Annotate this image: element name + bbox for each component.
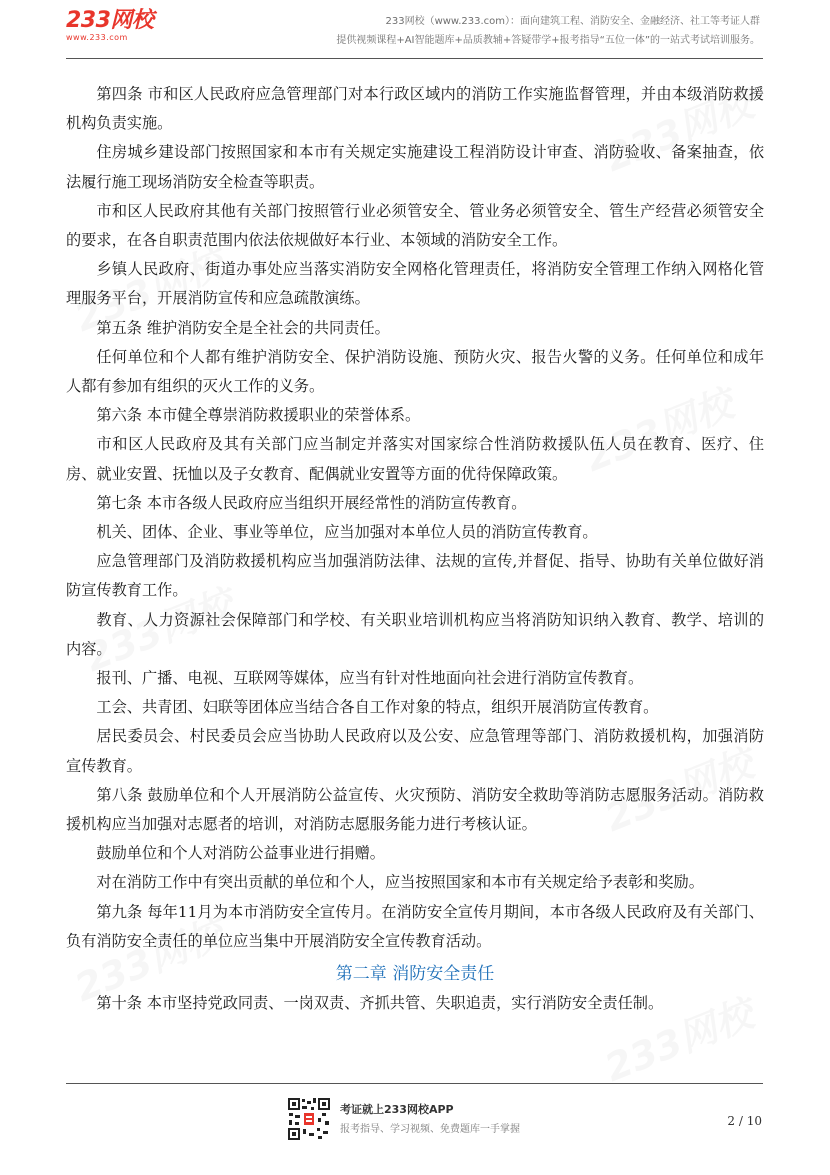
site-logo [66, 10, 153, 42]
paragraph: 鼓励单位和个人对消防公益事业进行捐赠。 [96, 844, 385, 863]
paragraph: 住房城乡建设部门按照国家和本市有关规定实施建设工程消防设计审查、消防验收、备案抽查，依法履行施工现场消防安全检查等职责。 [66, 143, 764, 191]
paragraph: 居民委员会、村民委员会应当协助人民政府以及公安、应急管理等部门、消防救援机构，加强消防宣传教育。 [66, 727, 764, 775]
paragraph: 第八条 鼓励单位和个人开展消防公益宣传、火灾预防、消防安全救助等消防志愿服务活动。消防救援机构应当加强对志愿者的培训，对消防志愿服务能力进行考核认证。 [66, 785, 764, 834]
qr-code-icon [287, 1097, 331, 1141]
document-body [66, 80, 764, 1018]
paragraph: 任何单位和个人都有维护消防安全、保护消防设施、预防火灾、报告火警的义务。任何单位和成年人都有参加有组织的灭火工作的义务。 [66, 347, 764, 396]
paragraph: 第九条 每年11月为本市消防安全宣传月。在消防安全宣传月期间，本市各级人民政府及有关部门、负有消防安全责任的单位应当集中开展消防安全宣传教育活动。 [66, 902, 764, 950]
paragraph: 第六条 本市健全尊崇消防救援职业的荣誉体系。 [96, 406, 421, 425]
paragraph: 第五条 维护消防安全是全社会的共同责任。 [96, 318, 390, 337]
page-number: 2 / 10 [727, 1114, 762, 1128]
paragraph: 应急管理部门及消防救援机构应当加强消防法律、法规的宣传,并督促、指导、协助有关单位做好消防宣传教育工作。 [66, 552, 764, 600]
chapter-title: 第二章 消防安全责任 [335, 964, 495, 985]
paragraph: 机关、团体、企业、事业等单位，应当加强对本单位人员的消防宣传教育。 [96, 523, 598, 542]
logo-url: www.233.com [66, 33, 128, 42]
footer-subtitle: 报考指导、学习视频、免费题库一手掌握 [340, 1124, 520, 1135]
paragraph: 第十条 本市坚持党政同责、一岗双责、齐抓共管、失职追责，实行消防安全责任制。 [96, 994, 664, 1013]
header-intro [336, 12, 760, 50]
footer-promo [340, 1102, 520, 1138]
paragraph: 工会、共青团、妇联等团体应当结合各自工作对象的特点，组织开展消防宣传教育。 [96, 698, 659, 717]
footer-title: 考证就上233网校APP [340, 1103, 454, 1116]
paragraph: 市和区人民政府其他有关部门按照管行业必须管安全、管业务必须管安全、管生产经营必须管安全的要求，在各自职责范围内依法依规做好本行业、本领域的消防安全工作。 [66, 201, 764, 250]
paragraph: 对在消防工作中有突出贡献的单位和个人，应当按照国家和本市有关规定给予表彰和奖励。 [96, 873, 704, 892]
logo-text: 233网校 [66, 8, 154, 33]
paragraph: 教育、人力资源社会保障部门和学校、有关职业培训机构应当将消防知识纳入教育、教学、培训的内容。 [66, 610, 764, 658]
paragraph: 市和区人民政府及其有关部门应当制定并落实对国家综合性消防救援队伍人员在教育、医疗、住房、就业安置、抚恤以及子女教育、配偶就业安置等方面的优待保障政策。 [66, 435, 764, 483]
footer-divider [66, 1083, 763, 1084]
page-header [0, 0, 830, 60]
header-line-1: 233网校（www.233.com）：面向建筑工程、消防安全、金融经济、社工等考证人群 [385, 16, 760, 27]
header-line-2: 提供视频课程+AI智能题库+品质教辅+答疑带学+报考指导“五位一体”的一站式考试培训服务。 [336, 35, 760, 46]
paragraph: 乡镇人民政府、街道办事处应当落实消防安全网格化管理责任，将消防安全管理工作纳入网格化管理服务平台，开展消防宣传和应急疏散演练。 [66, 260, 764, 308]
paragraph: 报刊、广播、电视、互联网等媒体，应当有针对性地面向社会进行消防宣传教育。 [96, 669, 644, 688]
paragraph: 第四条 市和区人民政府应急管理部门对本行政区域内的消防工作实施监督管理，并由本级消防救援机构负责实施。 [66, 85, 764, 133]
header-divider [66, 58, 763, 59]
paragraph: 第七条 本市各级人民政府应当组织开展经常性的消防宣传教育。 [96, 493, 527, 512]
